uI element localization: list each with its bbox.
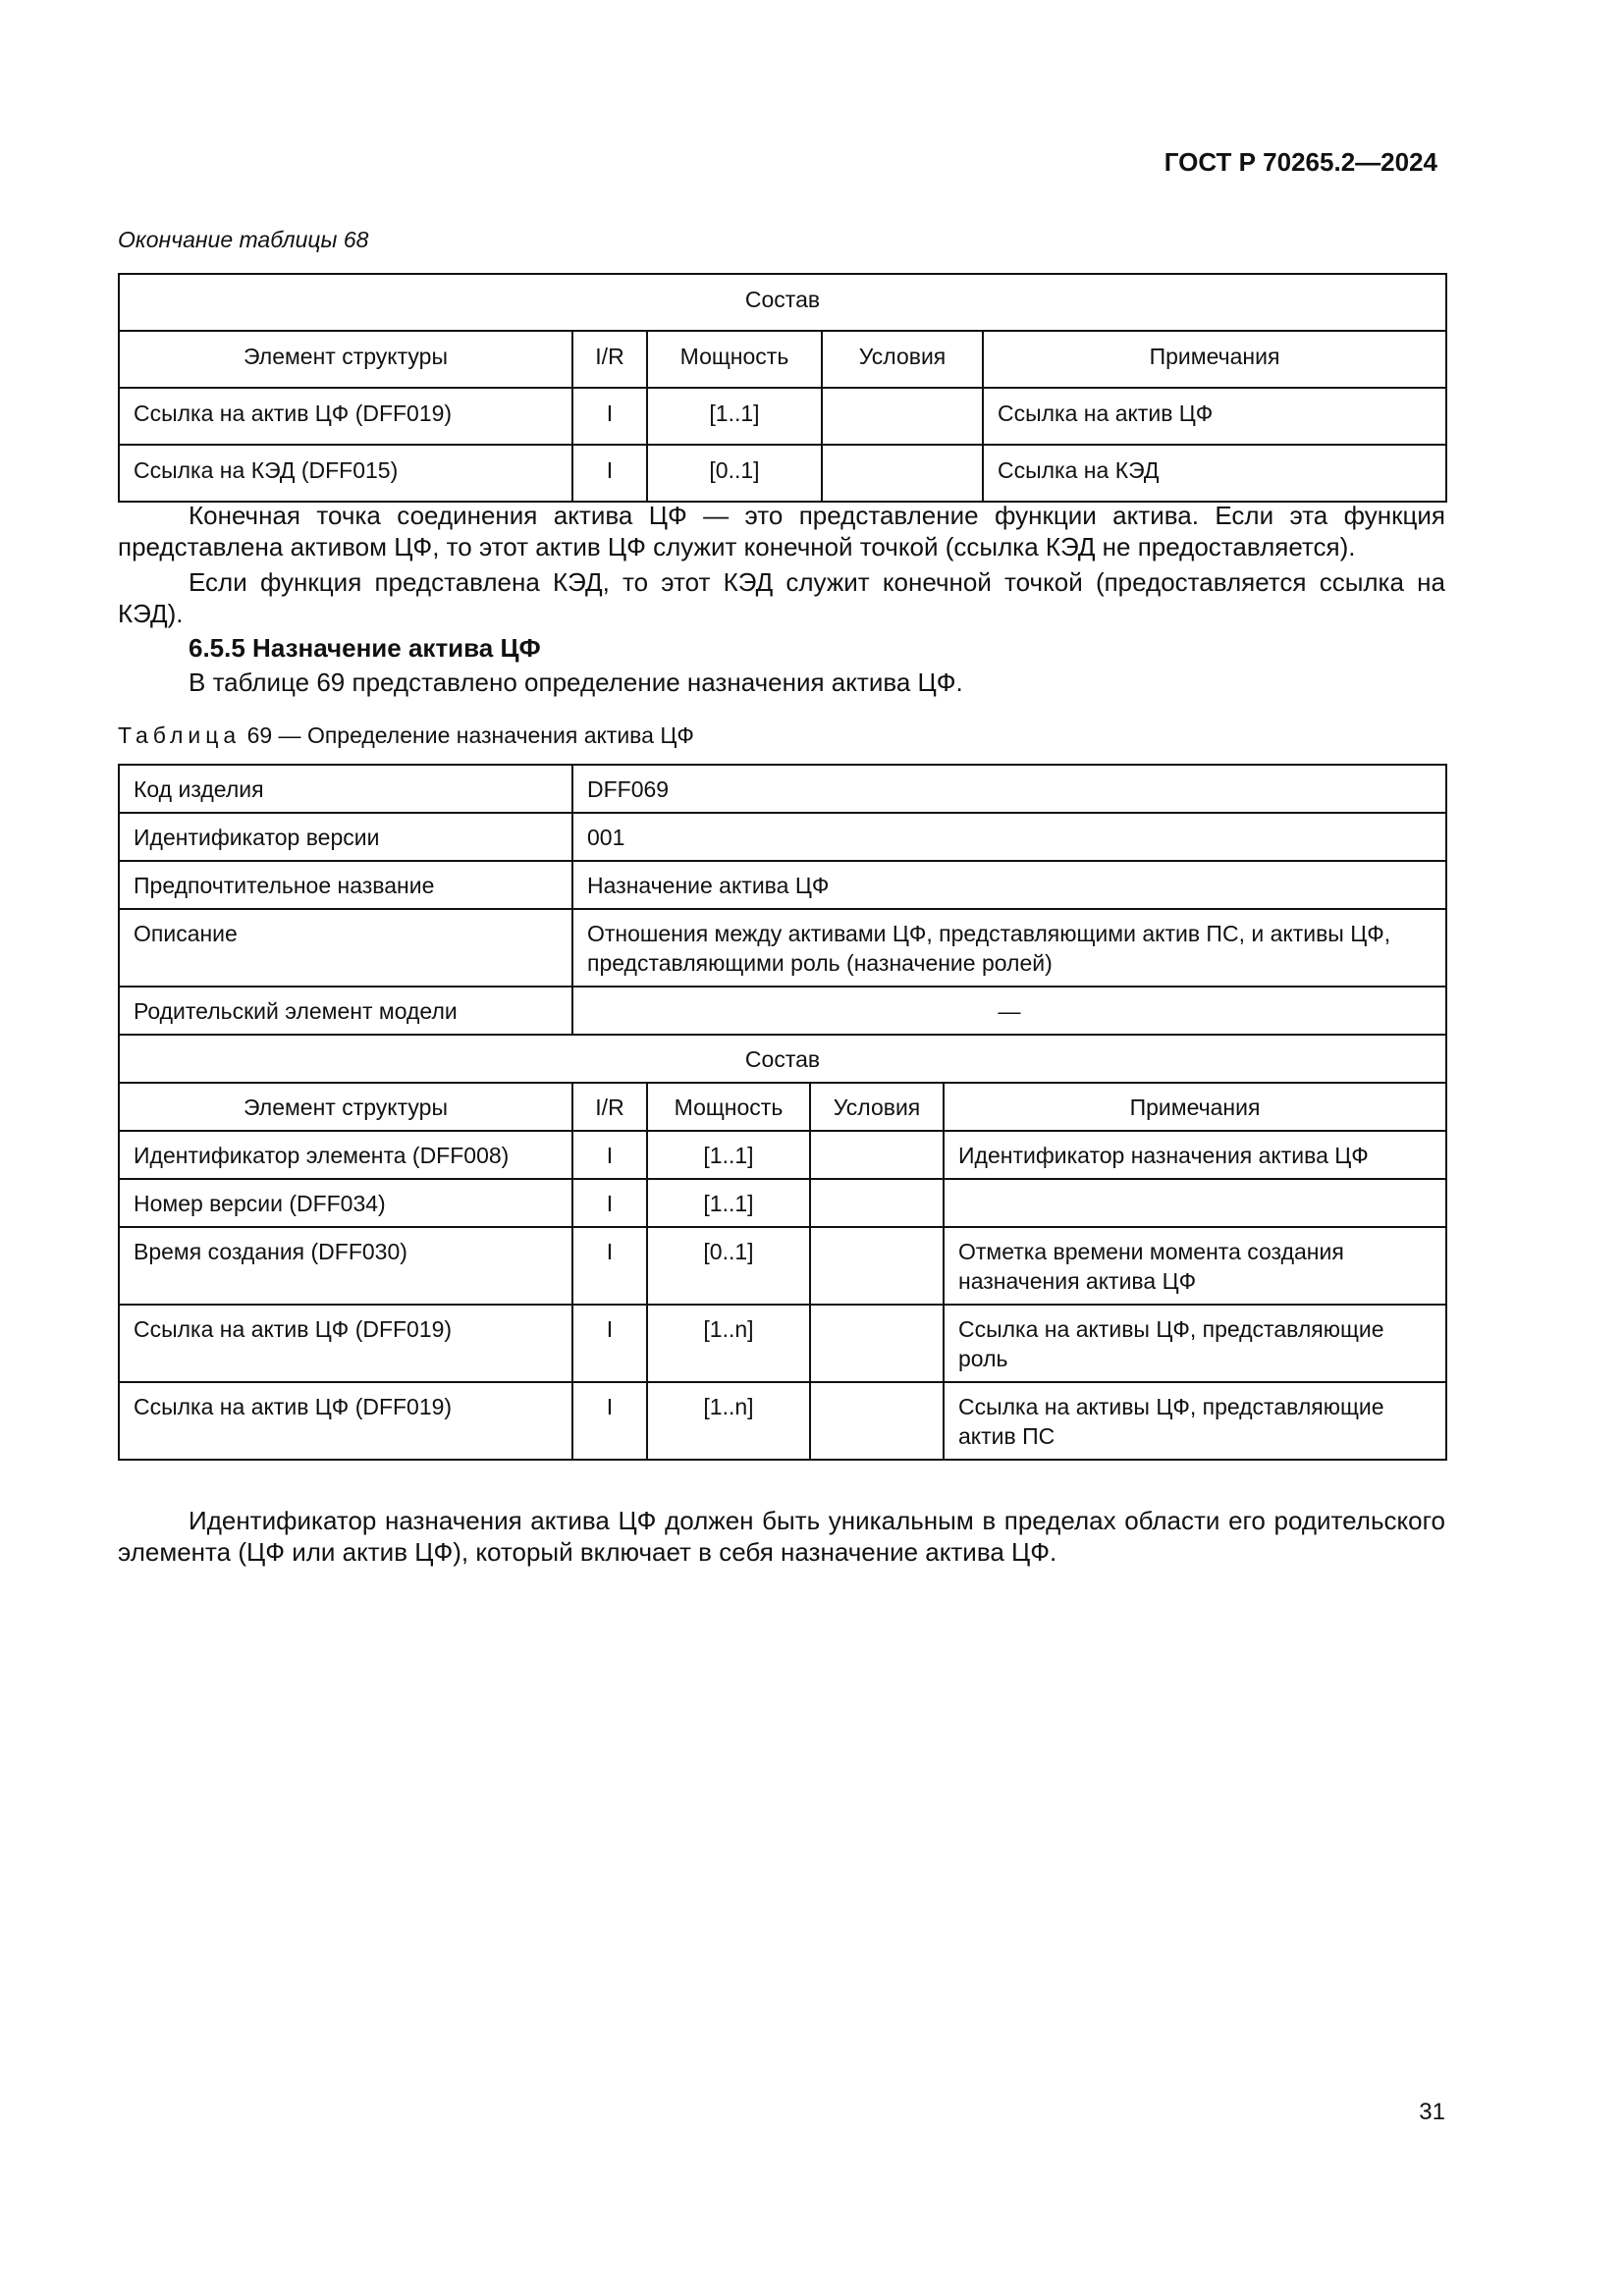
cell-ir: I [572, 1131, 647, 1179]
table69-section-label: Состав [119, 1035, 1446, 1083]
prop-label: Идентификатор версии [119, 813, 572, 861]
cell-ir: I [572, 1305, 647, 1382]
cell-notes: Идентификатор назначения актива ЦФ [944, 1131, 1446, 1179]
cell-cardinality: [1..1] [647, 1131, 810, 1179]
cell-element: Ссылка на актив ЦФ (DFF019) [119, 1382, 572, 1460]
cell-conditions [810, 1227, 944, 1305]
cell-element: Номер версии (DFF034) [119, 1179, 572, 1227]
table-row [119, 1382, 1446, 1460]
paragraph-ked: Если функция представлена КЭД, то этот КЭД служит конечной точкой (предоставляется ссылка на КЭД). [118, 567, 1445, 628]
prop-label: Описание [119, 909, 572, 987]
table-row [119, 1131, 1446, 1179]
cell-conditions [822, 445, 983, 502]
table-69 [118, 764, 1447, 1461]
prop-row [119, 765, 1446, 813]
section-heading: 6.5.5 Назначение актива ЦФ [189, 633, 541, 663]
prop-label: Код изделия [119, 765, 572, 813]
prop-label: Предпочтительное название [119, 861, 572, 909]
prop-value: DFF069 [572, 765, 1446, 813]
cell-cardinality: [1..n] [647, 1305, 810, 1382]
cell-cardinality: [1..1] [647, 1179, 810, 1227]
cell-ir: I [572, 388, 647, 445]
column-header: Примечания [983, 331, 1446, 388]
column-header: Мощность [647, 1083, 810, 1131]
cell-notes: Ссылка на активы ЦФ, представляющие роль [944, 1305, 1446, 1382]
page-number: 31 [1419, 2099, 1445, 2125]
cell-cardinality: [0..1] [647, 445, 822, 502]
prop-value: — [572, 987, 1446, 1035]
cell-conditions [810, 1179, 944, 1227]
table-68 [118, 273, 1447, 503]
column-header: Мощность [647, 331, 822, 388]
cell-conditions [810, 1305, 944, 1382]
table69-caption [118, 722, 694, 749]
table-row [119, 1179, 1446, 1227]
cell-conditions [810, 1131, 944, 1179]
cell-element: Ссылка на актив ЦФ (DFF019) [119, 388, 572, 445]
column-header: Элемент структуры [119, 1083, 572, 1131]
cell-ir: I [572, 1382, 647, 1460]
prop-value: Отношения между активами ЦФ, представляющими актив ПС, и активы ЦФ, представляющими роль (назначение ролей) [572, 909, 1446, 987]
prop-row [119, 987, 1446, 1035]
table68-caption: Окончание таблицы 68 [118, 227, 369, 252]
prop-value: Назначение актива ЦФ [572, 861, 1446, 909]
cell-ir: I [572, 1227, 647, 1305]
cell-element: Идентификатор элемента (DFF008) [119, 1131, 572, 1179]
cell-element: Ссылка на актив ЦФ (DFF019) [119, 1305, 572, 1382]
table68-header-row [119, 331, 1446, 388]
prop-value: 001 [572, 813, 1446, 861]
cell-notes: Ссылка на активы ЦФ, представляющие актив ПС [944, 1382, 1446, 1460]
column-header: Примечания [944, 1083, 1446, 1131]
prop-row [119, 813, 1446, 861]
cell-ir: I [572, 1179, 647, 1227]
table69-caption-title: 69 — Определение назначения актива ЦФ [246, 722, 694, 748]
table-row [119, 445, 1446, 502]
table69-caption-word: Таблица [118, 722, 242, 748]
cell-notes: Ссылка на актив ЦФ [983, 388, 1446, 445]
paragraph-uniqueness: Идентификатор назначения актива ЦФ должен быть уникальным в пределах области его родительского элемента (ЦФ или актив ЦФ), который включает в себя назначение актива ЦФ. [118, 1506, 1445, 1567]
paragraph-endpoint: Конечная точка соединения актива ЦФ — это представление функции актива. Если эта функция представлена активом ЦФ, то этот актив ЦФ служит конечной точкой (ссылка КЭД не предоставляется). [118, 501, 1445, 561]
column-header: Элемент структуры [119, 331, 572, 388]
cell-conditions [822, 388, 983, 445]
column-header: Условия [810, 1083, 944, 1131]
cell-notes: Отметка времени момента создания назначения актива ЦФ [944, 1227, 1446, 1305]
prop-row [119, 861, 1446, 909]
paragraph-table-intro: В таблице 69 представлено определение назначения актива ЦФ. [189, 667, 963, 697]
table-row [119, 1227, 1446, 1305]
document-code: ГОСТ Р 70265.2—2024 [1164, 147, 1437, 177]
cell-cardinality: [0..1] [647, 1227, 810, 1305]
column-header: I/R [572, 1083, 647, 1131]
cell-element: Время создания (DFF030) [119, 1227, 572, 1305]
cell-cardinality: [1..n] [647, 1382, 810, 1460]
table68-section-label: Состав [119, 274, 1446, 331]
cell-ir: I [572, 445, 647, 502]
table69-header-row [119, 1083, 1446, 1131]
table-row [119, 388, 1446, 445]
column-header: Условия [822, 331, 983, 388]
cell-element: Ссылка на КЭД (DFF015) [119, 445, 572, 502]
prop-row [119, 909, 1446, 987]
cell-notes [944, 1179, 1446, 1227]
cell-notes: Ссылка на КЭД [983, 445, 1446, 502]
table-row [119, 1305, 1446, 1382]
cell-conditions [810, 1382, 944, 1460]
prop-label: Родительский элемент модели [119, 987, 572, 1035]
cell-cardinality: [1..1] [647, 388, 822, 445]
column-header: I/R [572, 331, 647, 388]
